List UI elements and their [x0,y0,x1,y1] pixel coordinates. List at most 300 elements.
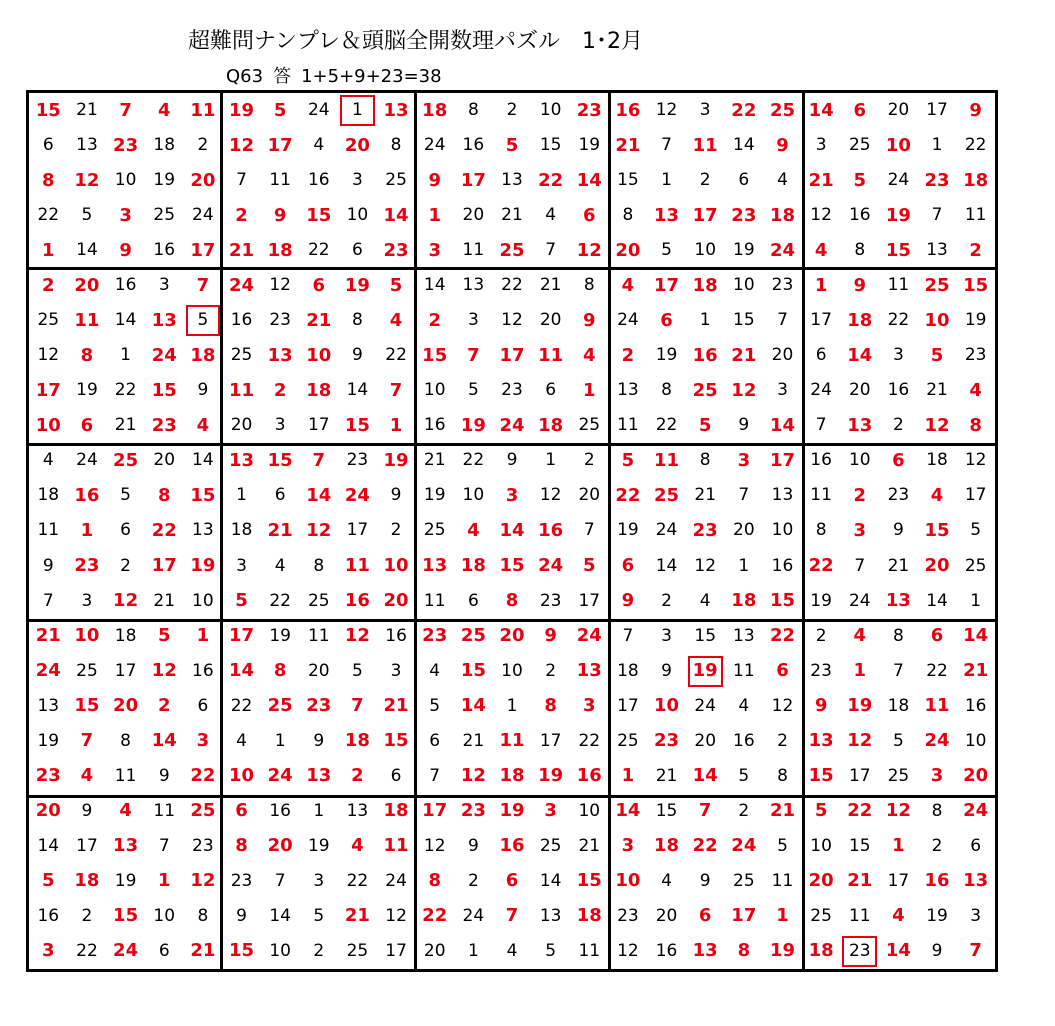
grid-cell-r2-c2: 13 [76,135,98,156]
grid-cell-r24-c19: 17 [731,905,757,927]
grid-cell-r21-c12: 23 [460,800,486,822]
grid-cell-r8-c9: 9 [352,345,363,366]
grid-cell-r20-c5: 22 [190,765,216,787]
grid-cell-r15-c11: 11 [423,590,446,611]
grid-cell-r16-c24: 6 [930,625,944,647]
grid-cell-r13-c18: 23 [692,519,718,541]
grid-cell-r16-c1: 21 [35,625,61,647]
puzzle-board [26,90,998,972]
grid-cell-r24-c3: 15 [113,905,139,927]
grid-cell-r3-c2: 12 [74,169,100,191]
grid-cell-r15-c9: 16 [344,590,370,612]
puzzle-grid [29,93,995,969]
grid-cell-r1-c23: 20 [887,100,910,121]
grid-cell-r6-c23: 11 [887,275,910,296]
grid-cell-r3-c18: 2 [699,170,711,191]
grid-cell-r4-c17: 13 [654,204,680,226]
grid-cell-r15-c25: 1 [970,590,982,611]
grid-cell-r20-c25: 20 [963,765,989,787]
grid-cell-r3-c16: 15 [617,170,639,191]
grid-cell-r25-c22: 23 [840,934,879,969]
grid-cell-r3-c3: 10 [114,170,137,191]
grid-cell-r13-c19: 20 [733,520,755,541]
grid-cell-r25-c11: 20 [423,940,446,961]
grid-cell-r5-c6: 21 [228,239,255,261]
grid-cell-r16-c22: 4 [853,625,867,647]
answer-label: 答 [273,66,292,87]
grid-cell-r2-c8: 4 [313,135,325,156]
grid-cell-r3-c7: 11 [269,170,291,191]
grid-cell-r7-c4: 13 [151,309,177,331]
grid-cell-r20-c17: 21 [655,765,678,786]
grid-cell-r5-c16: 20 [615,239,641,261]
grid-cell-r18-c1: 13 [37,695,60,716]
grid-cell-r16-c17: 3 [661,625,672,646]
grid-cell-r7-c5: 5 [184,303,223,338]
grid-cell-r2-c19: 14 [733,135,755,156]
grid-cell-r25-c19: 8 [737,940,751,962]
grid-cell-r23-c18: 9 [699,870,711,891]
grid-cell-r18-c24: 11 [924,695,950,717]
grid-cell-r14-c8: 8 [313,555,325,576]
grid-cell-r22-c7: 20 [267,835,293,857]
grid-cell-r23-c11: 8 [428,870,441,892]
grid-cell-r11-c8: 7 [312,449,326,471]
grid-cell-r8-c7: 13 [267,344,293,366]
grid-cell-r5-c18: 10 [694,240,717,261]
grid-cell-r8-c8: 10 [306,344,332,366]
grid-cell-r11-c19: 3 [737,449,751,471]
grid-cell-r21-c7: 16 [269,800,291,821]
grid-cell-r20-c24: 3 [930,765,944,787]
grid-cell-r8-c3: 1 [120,345,131,366]
grid-cell-r20-c2: 4 [80,765,94,787]
grid-cell-r2-c17: 7 [661,135,672,156]
grid-cell-r12-c21: 11 [810,485,832,506]
grid-cell-r16-c6: 17 [228,625,255,647]
grid-cell-r25-c20: 19 [769,940,795,962]
grid-cell-r19-c12: 21 [462,730,485,751]
grid-cell-r18-c8: 23 [306,695,332,717]
grid-cell-r25-c2: 22 [76,940,98,961]
grid-cell-r11-c1: 4 [42,450,54,471]
grid-cell-r15-c2: 3 [81,590,93,611]
grid-cell-r9-c21: 24 [810,380,832,401]
grid-cell-r12-c4: 8 [157,484,171,506]
grid-cell-r7-c9: 8 [352,310,363,331]
grid-cell-r23-c4: 1 [157,870,171,892]
grid-cell-r17-c22: 1 [853,660,867,682]
grid-cell-r14-c16: 6 [621,555,635,577]
grid-cell-r1-c15: 23 [576,99,602,121]
grid-cell-r19-c5: 3 [196,730,210,752]
grid-cell-r12-c23: 23 [887,485,910,506]
grid-cell-r17-c20: 6 [776,660,789,682]
grid-cell-r3-c25: 18 [963,169,989,191]
grid-cell-r9-c19: 12 [731,379,757,401]
grid-cell-r14-c18: 12 [694,555,717,576]
grid-cell-r20-c6: 10 [228,765,255,787]
grid-cell-r5-c5: 17 [190,239,216,261]
grid-cell-r4-c23: 19 [885,204,911,226]
grid-cell-r6-c3: 16 [114,275,137,296]
grid-cell-r23-c15: 15 [576,870,602,892]
grid-cell-r21-c4: 11 [153,800,176,821]
grid-cell-r23-c7: 7 [274,870,286,891]
grid-cell-r3-c20: 4 [777,170,788,191]
grid-cell-r22-c5: 23 [192,835,214,856]
grid-cell-r24-c12: 24 [462,905,485,926]
grid-cell-r17-c18: 19 [686,654,725,689]
grid-cell-r3-c8: 16 [307,170,330,191]
grid-cell-r11-c13: 9 [506,450,518,471]
grid-cell-r22-c25: 6 [970,835,982,856]
grid-cell-r11-c18: 8 [699,450,711,471]
grid-cell-r15-c18: 4 [699,590,711,611]
grid-cell-r12-c2: 16 [74,484,100,506]
grid-cell-r7-c17: 6 [660,309,673,331]
grid-cell-r18-c12: 14 [460,695,486,717]
grid-cell-r6-c14: 21 [539,275,562,296]
grid-cell-r15-c13: 8 [505,590,519,612]
grid-cell-r25-c8: 2 [313,940,325,961]
grid-cell-r5-c23: 15 [885,239,911,261]
grid-cell-r24-c23: 4 [892,905,905,927]
grid-cell-r17-c2: 25 [76,660,98,681]
grid-cell-r10-c20: 14 [769,414,795,436]
grid-cell-r14-c2: 23 [74,555,100,577]
grid-cell-r15-c10: 20 [383,590,409,612]
grid-cell-r4-c19: 23 [731,204,757,226]
grid-cell-r4-c2: 5 [81,205,93,226]
grid-cell-r17-c24: 22 [926,660,948,681]
grid-cell-r23-c1: 5 [42,870,55,892]
grid-cell-r18-c7: 25 [267,695,293,717]
grid-cell-r12-c16: 22 [615,484,641,506]
grid-cell-r25-c12: 1 [467,940,479,961]
grid-cell-r12-c18: 21 [694,485,717,506]
grid-cell-r19-c20: 2 [777,730,788,751]
grid-cell-r3-c13: 13 [501,170,523,191]
grid-cell-r4-c13: 21 [501,205,523,226]
grid-cell-r10-c25: 8 [969,414,982,436]
grid-cell-r10-c19: 9 [738,415,750,436]
grid-cell-r24-c24: 19 [926,905,948,926]
grid-cell-r17-c17: 9 [661,660,672,681]
grid-cell-r22-c1: 14 [37,835,60,856]
grid-cell-r11-c12: 22 [462,450,485,471]
grid-cell-r6-c25: 15 [963,274,989,296]
grid-cell-r16-c18: 15 [694,625,717,646]
grid-cell-r25-c16: 12 [617,940,639,961]
grid-cell-r22-c14: 25 [539,835,562,856]
grid-cell-r22-c11: 12 [423,835,446,856]
grid-cell-r4-c14: 4 [545,205,557,226]
grid-cell-r17-c21: 23 [810,660,832,681]
grid-cell-r20-c7: 24 [267,765,293,787]
grid-cell-r2-c11: 24 [423,135,446,156]
grid-cell-r22-c24: 2 [931,835,943,856]
grid-cell-r14-c4: 17 [151,555,177,577]
grid-cell-r1-c24: 17 [926,100,948,121]
grid-cell-r17-c23: 7 [892,660,904,681]
grid-cell-r5-c3: 9 [119,239,132,261]
block-divider-h4 [29,795,995,798]
grid-cell-r21-c13: 19 [499,800,525,822]
grid-cell-r22-c13: 16 [499,835,525,857]
grid-cell-r22-c18: 22 [692,835,718,857]
grid-cell-r11-c25: 12 [964,450,987,471]
grid-cell-r19-c3: 8 [120,730,131,751]
grid-cell-r16-c15: 24 [576,625,602,647]
grid-cell-r3-c19: 6 [738,170,750,191]
grid-cell-r19-c17: 23 [654,730,680,752]
grid-cell-r20-c3: 11 [114,765,137,786]
grid-cell-r6-c24: 25 [924,274,950,296]
grid-cell-r10-c9: 15 [344,414,370,436]
grid-cell-r19-c19: 16 [733,730,755,751]
grid-cell-r20-c11: 7 [429,765,441,786]
grid-cell-r20-c9: 2 [351,765,364,787]
grid-cell-r24-c10: 12 [385,905,407,926]
grid-cell-r22-c6: 8 [235,835,248,857]
grid-cell-r16-c16: 7 [622,625,634,646]
grid-cell-r18-c22: 19 [847,695,873,717]
grid-cell-r6-c21: 1 [814,274,828,296]
grid-cell-r14-c23: 21 [887,555,910,576]
grid-cell-r17-c14: 2 [545,660,557,681]
grid-cell-r21-c11: 17 [422,800,448,822]
grid-cell-r17-c10: 3 [390,660,402,681]
grid-cell-r8-c12: 7 [467,344,480,366]
grid-cell-r8-c18: 16 [692,344,718,366]
grid-cell-r2-c4: 18 [153,135,176,156]
grid-cell-r9-c24: 21 [926,380,948,401]
grid-cell-r8-c22: 14 [847,344,873,366]
grid-cell-r9-c13: 23 [501,380,523,401]
grid-cell-r8-c2: 8 [80,344,94,366]
grid-cell-r20-c10: 6 [390,765,402,786]
grid-cell-r3-c10: 25 [385,170,407,191]
grid-cell-r23-c12: 2 [467,870,479,891]
grid-cell-r1-c11: 18 [422,99,448,121]
grid-cell-r20-c22: 17 [848,765,871,786]
grid-cell-r10-c18: 5 [698,414,712,436]
grid-cell-r6-c17: 17 [654,274,680,296]
grid-cell-r13-c15: 7 [583,520,595,541]
grid-cell-r6-c1: 2 [42,274,55,296]
grid-cell-r1-c9: 1 [338,93,377,128]
grid-cell-r4-c15: 6 [583,204,596,226]
grid-cell-r8-c6: 25 [230,345,253,366]
grid-cell-r10-c10: 1 [389,414,403,436]
grid-cell-r10-c7: 3 [274,415,286,436]
grid-cell-r8-c11: 15 [422,344,448,366]
grid-cell-r25-c21: 18 [808,940,834,962]
grid-cell-r23-c22: 21 [847,870,873,892]
grid-cell-r11-c23: 6 [892,449,905,471]
grid-cell-r3-c22: 5 [853,169,867,191]
grid-cell-r22-c8: 19 [307,835,330,856]
grid-cell-r17-c9: 5 [352,660,363,681]
grid-cell-r6-c12: 13 [462,275,485,296]
grid-cell-r8-c10: 22 [385,345,407,366]
grid-cell-r7-c14: 20 [539,310,562,331]
grid-cell-r20-c16: 1 [621,765,635,787]
grid-cell-r15-c22: 24 [848,590,871,611]
grid-cell-r13-c10: 2 [390,520,402,541]
grid-cell-r19-c4: 14 [151,730,177,752]
grid-cell-r1-c13: 2 [506,100,518,121]
grid-cell-r18-c25: 16 [964,695,987,716]
grid-cell-r9-c18: 25 [692,379,718,401]
grid-cell-r10-c3: 21 [114,415,137,436]
grid-cell-r6-c13: 22 [501,275,523,296]
grid-cell-r6-c16: 4 [621,274,635,296]
grid-cell-r8-c4: 24 [151,344,177,366]
grid-cell-r9-c6: 11 [228,379,255,401]
grid-cell-r2-c25: 22 [964,135,987,156]
grid-cell-r10-c2: 6 [80,414,94,436]
grid-cell-r13-c20: 10 [771,520,794,541]
grid-cell-r19-c9: 18 [344,730,370,752]
grid-cell-r11-c10: 19 [383,449,409,471]
grid-cell-r7-c15: 9 [583,309,596,331]
grid-cell-r12-c6: 1 [236,485,247,506]
grid-cell-r12-c25: 17 [964,485,987,506]
grid-cell-r2-c7: 17 [267,134,293,156]
grid-cell-r24-c6: 9 [236,905,247,926]
grid-cell-r5-c4: 16 [153,240,176,261]
grid-cell-r5-c9: 6 [352,240,363,261]
grid-cell-r15-c12: 6 [467,590,479,611]
grid-cell-r19-c6: 4 [236,730,247,751]
grid-cell-r21-c16: 14 [615,800,641,822]
grid-cell-r23-c6: 23 [230,870,253,891]
grid-cell-r11-c20: 17 [769,449,795,471]
grid-cell-r19-c16: 25 [617,730,639,751]
grid-cell-r9-c22: 20 [848,380,871,401]
grid-cell-r4-c22: 16 [848,205,871,226]
grid-cell-r13-c8: 12 [306,519,332,541]
grid-cell-r13-c9: 17 [346,520,369,541]
grid-cell-r5-c22: 8 [854,240,866,261]
grid-cell-r7-c3: 14 [114,310,137,331]
grid-cell-r9-c8: 18 [306,379,332,401]
grid-cell-r21-c6: 6 [235,800,248,822]
grid-cell-r6-c6: 24 [228,274,255,296]
grid-cell-r9-c17: 8 [661,380,672,401]
grid-cell-r4-c18: 17 [692,204,718,226]
grid-cell-r24-c11: 22 [422,905,448,927]
grid-cell-r3-c12: 17 [460,169,486,191]
grid-cell-r13-c25: 5 [970,520,982,541]
grid-cell-r14-c11: 13 [422,555,448,577]
grid-cell-r2-c1: 6 [42,135,54,156]
grid-cell-r11-c11: 21 [423,450,446,471]
grid-cell-r2-c24: 1 [931,135,943,156]
grid-cell-r18-c19: 4 [738,695,750,716]
grid-cell-r25-c23: 14 [885,940,911,962]
grid-cell-r14-c10: 10 [383,555,409,577]
grid-cell-r18-c16: 17 [617,695,639,716]
grid-cell-r5-c13: 25 [499,239,525,261]
grid-cell-r9-c14: 6 [545,380,557,401]
grid-cell-r1-c18: 3 [699,100,711,121]
grid-cell-r21-c17: 15 [655,800,678,821]
grid-cell-r12-c1: 18 [37,485,60,506]
grid-cell-r15-c1: 7 [42,590,54,611]
grid-cell-r5-c25: 2 [969,239,982,261]
grid-cell-r20-c1: 23 [35,765,61,787]
grid-cell-r21-c25: 24 [963,800,989,822]
grid-cell-r6-c9: 19 [344,274,370,296]
grid-cell-r14-c17: 14 [655,555,678,576]
grid-cell-r6-c19: 10 [733,275,755,296]
grid-cell-r3-c1: 8 [42,169,55,191]
grid-cell-r17-c6: 14 [228,660,255,682]
grid-cell-r13-c17: 24 [655,520,678,541]
grid-cell-r6-c8: 6 [312,274,326,296]
grid-cell-r18-c9: 7 [351,695,364,717]
grid-cell-r7-c22: 18 [847,309,873,331]
grid-cell-r16-c10: 16 [385,625,407,646]
grid-cell-r15-c23: 13 [885,590,911,612]
grid-cell-r1-c6: 19 [228,99,255,121]
grid-cell-r17-c12: 15 [460,660,486,682]
grid-cell-r24-c7: 14 [269,905,291,926]
grid-cell-r25-c18: 13 [692,940,718,962]
grid-cell-r20-c12: 12 [460,765,486,787]
grid-cell-r9-c12: 5 [467,380,479,401]
block-divider-v3 [608,93,611,969]
grid-cell-r23-c10: 24 [385,870,407,891]
grid-cell-r17-c7: 8 [273,660,287,682]
grid-cell-r23-c24: 16 [924,870,950,892]
grid-cell-r24-c9: 21 [344,905,370,927]
grid-cell-r18-c13: 1 [506,695,518,716]
grid-cell-r10-c5: 4 [196,414,210,436]
grid-cell-r4-c20: 18 [769,204,795,226]
grid-cell-r16-c2: 10 [74,625,100,647]
grid-cell-r18-c17: 10 [654,695,680,717]
grid-cell-r5-c14: 7 [545,240,557,261]
grid-cell-r25-c9: 25 [346,940,369,961]
grid-cell-r13-c3: 6 [120,520,131,541]
grid-cell-r2-c9: 20 [344,134,370,156]
block-divider-v1 [220,93,223,969]
grid-cell-r16-c25: 14 [963,625,989,647]
grid-cell-r3-c21: 21 [808,169,834,191]
grid-cell-r2-c15: 19 [578,135,601,156]
grid-cell-r21-c24: 8 [931,800,943,821]
grid-cell-r18-c21: 9 [814,695,828,717]
grid-cell-r24-c20: 1 [776,905,789,927]
grid-cell-r23-c23: 17 [887,870,910,891]
grid-cell-r2-c21: 3 [815,135,827,156]
block-divider-h1 [29,267,995,270]
grid-cell-r22-c23: 1 [892,835,905,857]
grid-cell-r21-c22: 22 [847,800,873,822]
grid-cell-r5-c15: 12 [576,239,602,261]
grid-cell-r1-c16: 16 [615,99,641,121]
grid-cell-r19-c15: 22 [578,730,601,751]
grid-cell-r7-c25: 19 [964,310,987,331]
grid-cell-r1-c10: 13 [383,99,409,121]
grid-cell-r3-c4: 19 [153,170,176,191]
grid-cell-r18-c2: 15 [74,695,100,717]
grid-cell-r18-c3: 20 [113,695,139,717]
